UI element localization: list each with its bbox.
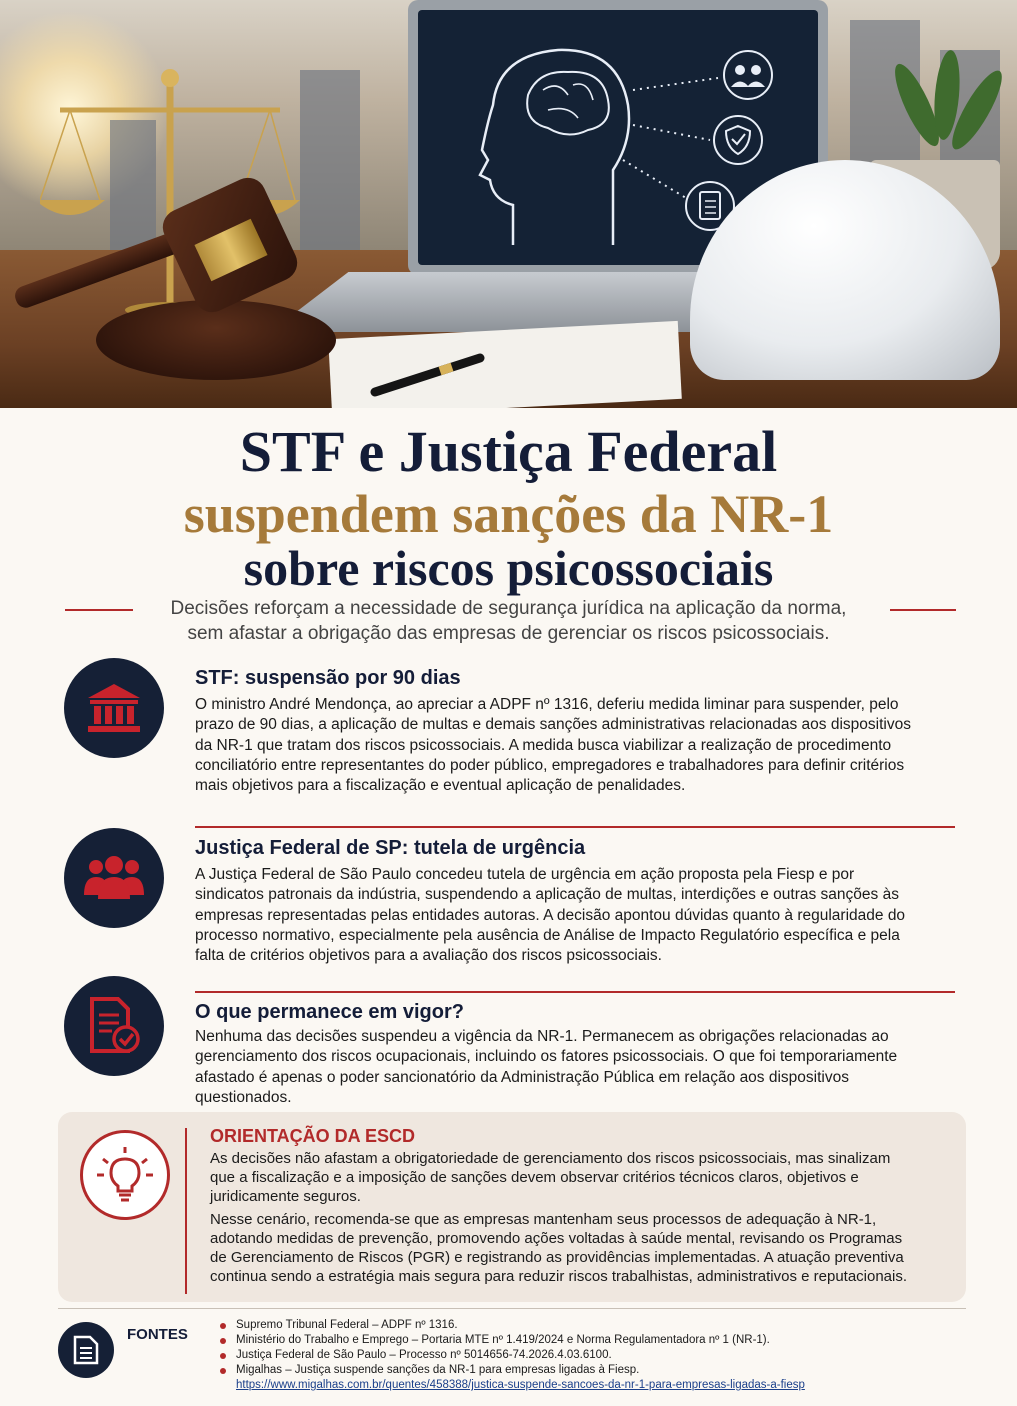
orientation-paragraph-2: Nesse cenário, recomenda-se que as empresas mantenham seus processos de adequação à NR-1, adotando medidas de prevenção, promovendo ações voltadas à saúde mental, revisando os Programas de Gerenciamento de Riscos (PGR) e registrando as providências implementadas. A atuação preventiva continua sendo a estratégia mais segura para reduzir riscos trabalhistas, administrativos e reputacionais. bbox=[210, 1211, 908, 1285]
subtitle bbox=[150, 596, 867, 646]
section-divider bbox=[195, 826, 955, 828]
subtitle-line-2: sem afastar a obrigação das empresas de gerenciar os riscos psicossociais. bbox=[187, 623, 830, 644]
lightbulb-icon bbox=[80, 1130, 170, 1220]
source-item: Supremo Tribunal Federal – ADPF nº 1316. bbox=[220, 1318, 960, 1333]
subtitle-rule-right bbox=[890, 609, 956, 611]
pen-icon bbox=[370, 350, 490, 400]
source-item: Ministério do Trabalho e Emprego – Portaria MTE nº 1.419/2024 e Norma Regulamentadora nº 1 (NR-1). bbox=[220, 1333, 960, 1348]
source-item: Justiça Federal de São Paulo – Processo nº 5014656-74.2026.4.03.6100. bbox=[220, 1348, 960, 1363]
subtitle-line-1: Decisões reforçam a necessidade de segurança jurídica na aplicação da norma, bbox=[170, 598, 847, 619]
courthouse-icon bbox=[64, 658, 164, 758]
section-body-vigor: Nenhuma das decisões suspendeu a vigência da NR-1. Permanecem as obrigações relacionadas ao gerenciamento dos riscos ocupacionais, incluindo os fatores psicossociais. O que foi temporariamente afastado é apenas o poder sancionatório da Administração Pública em relação aos dispositivos questionados. bbox=[195, 1028, 898, 1106]
section-body-stf: O ministro André Mendonça, ao apreciar a ADPF nº 1316, deferiu medida liminar para suspender, pelo prazo de 90 dias, a aplicação de multas e demais sanções administrativas relacionadas aos dispositivos da NR-1 que tratam dos riscos psicossociais. A medida busca viabilizar a realização de procedimento conciliatório entre representantes do poder público, empregadores e trabalhadores para definir critérios mais objetivos para a fiscalização e eventual aplicação de penalidades. bbox=[195, 696, 911, 795]
source-item bbox=[220, 1363, 960, 1393]
subtitle-rule-left bbox=[65, 609, 133, 611]
headline-line-3: sobre riscos psicossociais bbox=[243, 540, 774, 596]
headline-line-2: suspendem sanções da NR-1 bbox=[183, 484, 834, 544]
source-item-text: Migalhas – Justiça suspende sanções da NR-1 para empresas ligadas à Fiesp. bbox=[236, 1364, 640, 1376]
source-link[interactable]: https://www.migalhas.com.br/quentes/458388/justica-suspende-sancoes-da-nr-1-para-empresas-ligadas-a-fiesp bbox=[236, 1379, 805, 1391]
gavel-sound-block bbox=[96, 300, 336, 380]
group-icon bbox=[64, 828, 164, 928]
section-title-jfsp: Justiça Federal de SP: tutela de urgência bbox=[195, 837, 586, 859]
hero-image bbox=[0, 0, 1017, 408]
orientation-divider bbox=[185, 1128, 187, 1294]
headline-line-1: STF e Justiça Federal bbox=[239, 419, 778, 484]
orientation-paragraph-1: As decisões não afastam a obrigatoriedade de gerenciamento dos riscos psicossociais, mas sinalizam que a fiscalização e a imposição de sanções devem observar critérios técnicos claros, objetivos e juridicamente seguros. bbox=[210, 1150, 891, 1205]
section-title-vigor: O que permanece em vigor? bbox=[195, 1001, 464, 1023]
sources-title: FONTES bbox=[127, 1326, 188, 1343]
document-check-icon bbox=[64, 976, 164, 1076]
document-icon bbox=[58, 1322, 114, 1378]
building bbox=[300, 70, 360, 250]
sources-rule bbox=[58, 1308, 966, 1309]
section-divider bbox=[195, 991, 955, 993]
orientation-title: ORIENTAÇÃO DA ESCD bbox=[210, 1126, 416, 1146]
section-title-stf: STF: suspensão por 90 dias bbox=[195, 667, 461, 689]
section-body-jfsp: A Justiça Federal de São Paulo concedeu tutela de urgência em ação proposta pela Fiesp e por sindicatos patronais da indústria, suspendendo a aplicação de multas, interdições e outras sanções às empresas representadas pelas entidades autoras. A decisão apontou dúvidas quanto à regularidade do processo normativo, especialmente pela ausência de Análise de Impacto Regulatório específica e pela falta de critérios objetivos para a avaliação dos riscos psicossociais. bbox=[195, 866, 906, 965]
sources-list bbox=[220, 1318, 960, 1393]
